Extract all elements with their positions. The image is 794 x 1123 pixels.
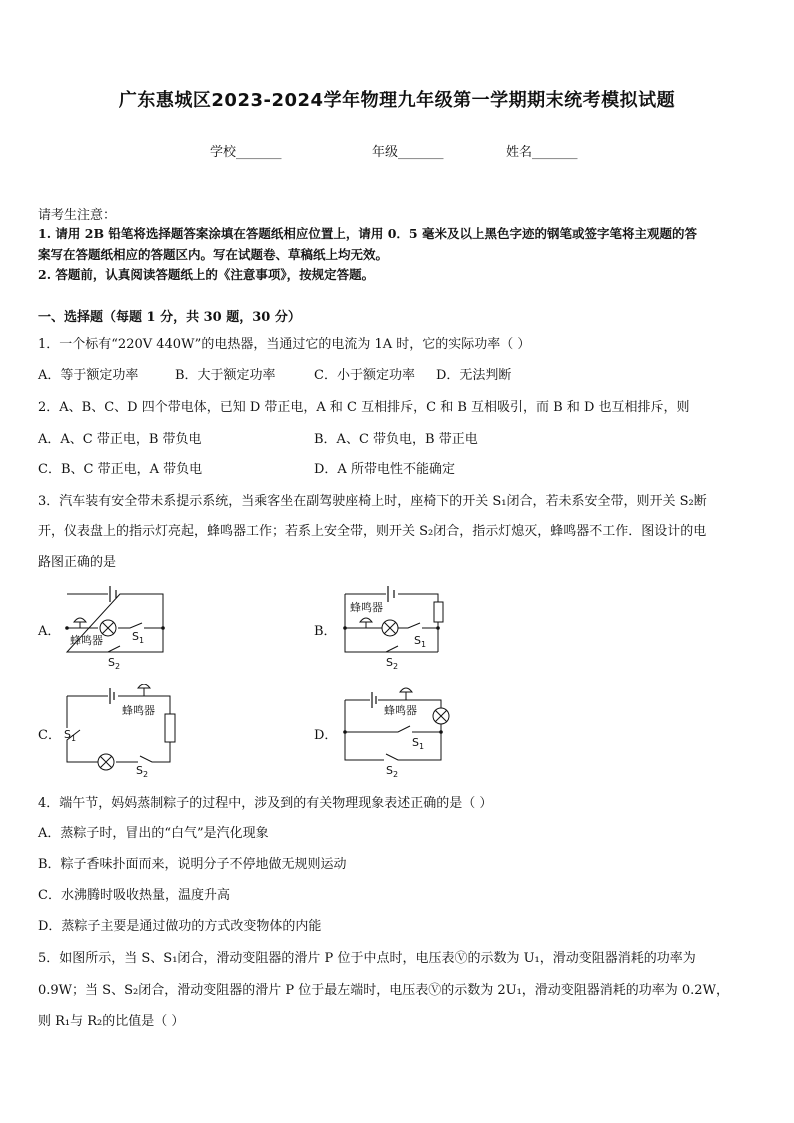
circuit-d-buzzer-label: 蜂鸣器 (384, 704, 417, 717)
circuit-c-buzzer-label: 蜂鸣器 (122, 704, 155, 717)
q3-option-a-label: A． (38, 624, 61, 639)
school-field: 学校_______ (210, 145, 282, 160)
q5-stem-line-1: 5．如图所示，当 S、S₁闭合，滑动变阻器的滑片 P 位于中点时，电压表Ⓥ的示数为 U₁，滑动变阻器消耗的功率为 (38, 951, 696, 966)
notice-line-1: 1. 请用 2B 铅笔将选择题答案涂填在答题纸相应位置上，请用 0．5 毫米及以上黑色字迹的钢笔或签字笔将主观题的答 (38, 226, 697, 241)
q5-stem-line-3: 则 R₁与 R₂的比值是（ ） (38, 1014, 185, 1029)
notice-heading: 请考生注意： (38, 208, 117, 223)
q3-option-b-label: B． (314, 624, 337, 639)
circuit-a-s2-label: $S_2$ (108, 656, 121, 671)
notice-line-2: 案写在答题纸相应的答题区内。写在试题卷、草稿纸上均无效。 (38, 247, 389, 262)
q2-option-c: C．B、C 带正电，A 带负电 (38, 462, 203, 477)
circuit-b-s1-label: $S_1$ (414, 634, 427, 649)
notice-line-3: 2. 答题前，认真阅读答题纸上的《注意事项》，按规定答题。 (38, 267, 375, 282)
circuit-diagram-b (338, 582, 453, 674)
circuit-diagram-d (338, 684, 453, 780)
circuit-c-s2-label: $S_2$ (136, 764, 149, 779)
q4-stem: 4．端午节，妈妈蒸制粽子的过程中，涉及到的有关物理现象表述正确的是（ ） (38, 796, 493, 811)
q2-option-b: B．A、C 带负电，B 带正电 (314, 432, 478, 447)
q1-option-b: B．大于额定功率 (175, 368, 276, 383)
q2-stem: 2．A、B、C、D 四个带电体，已知 D 带正电，A 和 C 互相排斥，C 和 B 互相吸引，而 B 和 D 也互相排斥，则 (38, 400, 690, 415)
q3-stem-line-2: 开，仪表盘上的指示灯亮起，蜂鸣器工作；若系上安全带，则开关 S₂闭合，指示灯熄灭，蜂鸣器不工作．图设计的电 (38, 524, 707, 539)
circuit-c-s1-label: $S_1$ (64, 728, 77, 743)
section-heading: 一、选择题（每题 1 分，共 30 题，30 分） (38, 310, 301, 325)
q4-option-d: D．蒸粽子主要是通过做功的方式改变物体的内能 (38, 919, 322, 934)
q4-option-a: A．蒸粽子时，冒出的“白气”是汽化现象 (38, 826, 269, 841)
q1-option-c: C．小于额定功率 (314, 368, 415, 383)
circuit-b-s2-label: $S_2$ (386, 656, 399, 671)
page-title: 广东惠城区2023-2024学年物理九年级第一学期期末统考模拟试题 (118, 90, 676, 111)
q1-option-d: D．无法判断 (436, 368, 512, 383)
q4-option-c: C．水沸腾时吸收热量，温度升高 (38, 888, 230, 903)
q2-option-a: A．A、C 带正电，B 带负电 (38, 432, 202, 447)
circuit-b-buzzer-label: 蜂鸣器 (350, 601, 383, 614)
circuit-diagram-c (60, 684, 185, 780)
q3-stem-line-3: 路图正确的是 (38, 555, 117, 570)
q5-stem-line-2: 0.9W；当 S、S₂闭合，滑动变阻器的滑片 P 位于最左端时，电压表Ⓥ的示数为 2U₁，滑动变阻器消耗的功率为 0.2W， (38, 983, 729, 998)
circuit-a-s1-label: $S_1$ (132, 630, 145, 645)
circuit-a-buzzer-label: 蜂鸣器 (70, 634, 103, 647)
circuit-diagram-a (60, 582, 175, 674)
q1-stem: 1．一个标有“220V 440W”的电热器，当通过它的电流为 1A 时，它的实际功率（ ） (38, 337, 531, 352)
q4-option-b: B．粽子香味扑面而来，说明分子不停地做无规则运动 (38, 857, 347, 872)
q3-stem-line-1: 3．汽车装有安全带未系提示系统，当乘客坐在副驾驶座椅上时，座椅下的开关 S₁闭合，若未系安全带，则开关 S₂断 (38, 494, 707, 509)
q3-option-d-label: D． (314, 728, 338, 743)
circuit-d-s1-label: $S_1$ (412, 736, 425, 751)
q3-option-c-label: C． (38, 728, 61, 743)
grade-field: 年级_______ (372, 145, 444, 160)
name-field: 姓名_______ (506, 145, 578, 160)
q2-option-d: D．A 所带电性不能确定 (314, 462, 455, 477)
circuit-d-s2-label: $S_2$ (386, 764, 399, 779)
q1-option-a: A．等于额定功率 (38, 368, 139, 383)
